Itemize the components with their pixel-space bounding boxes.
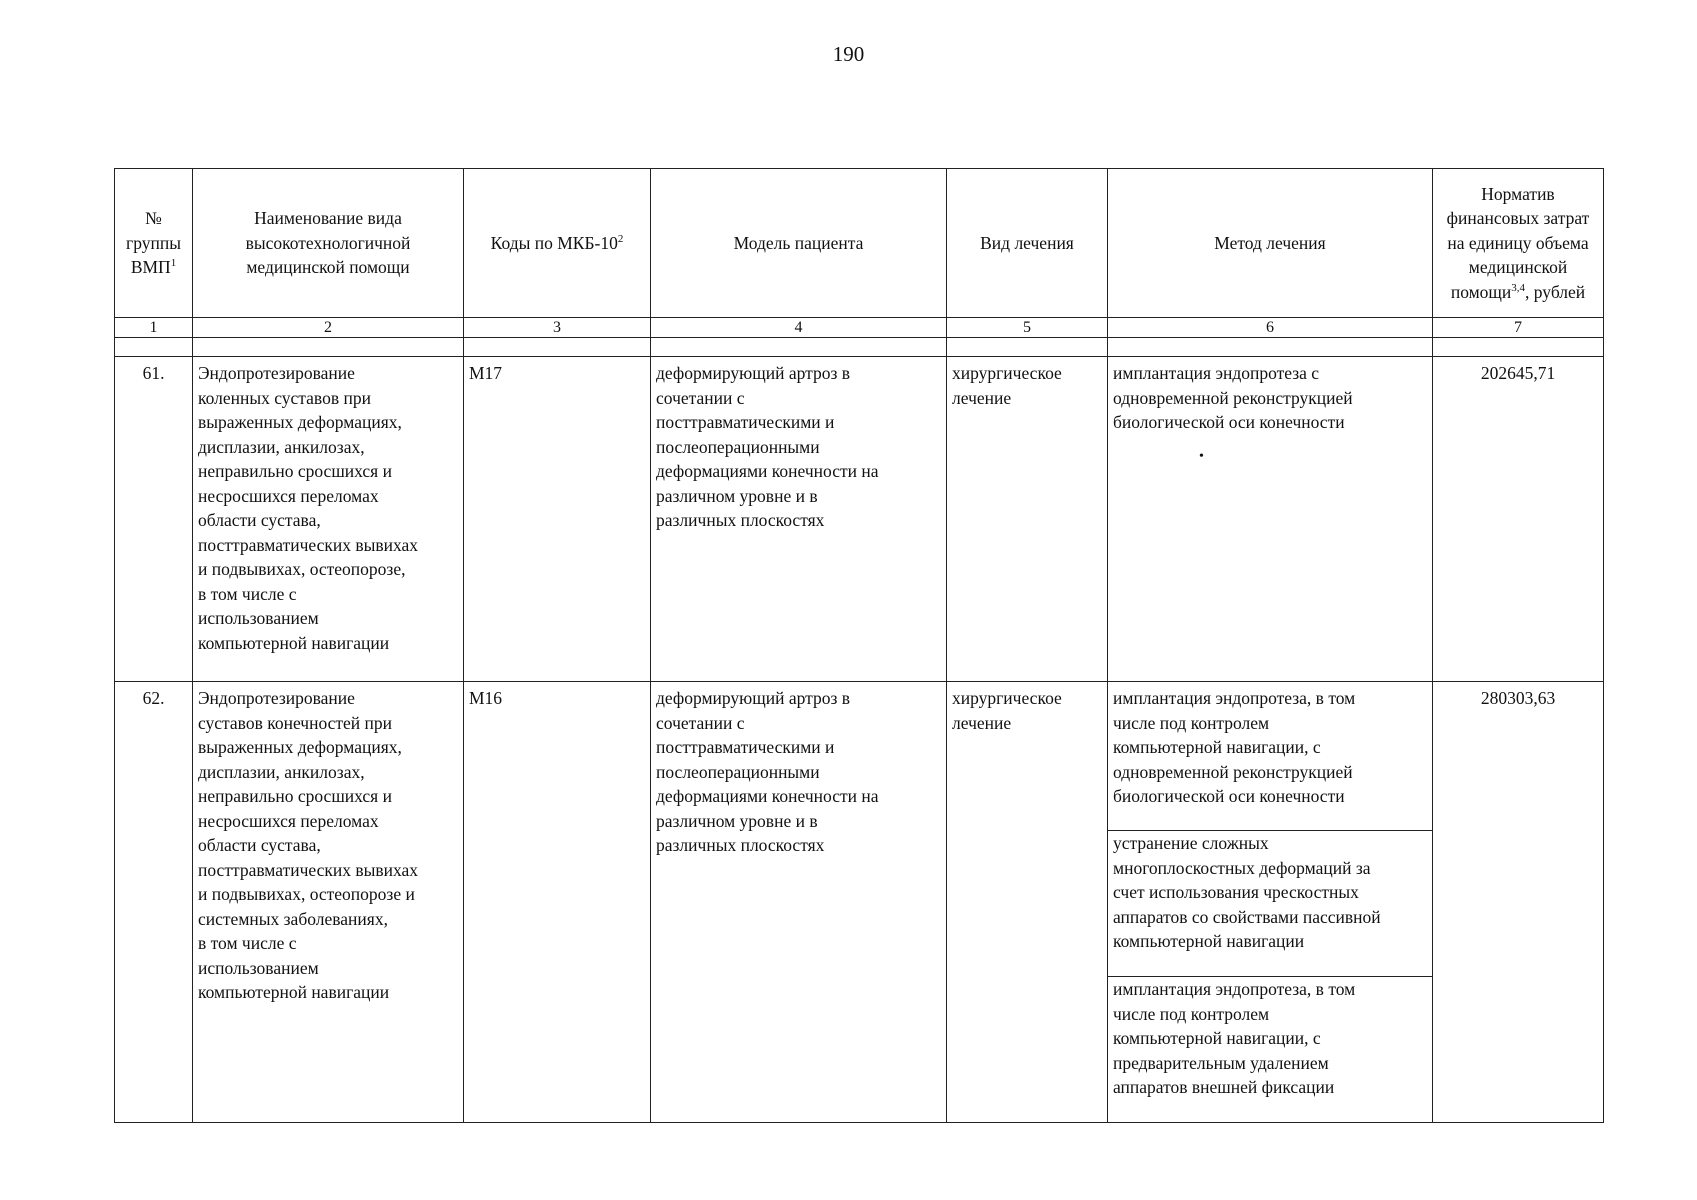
icd-code-cell: M17 — [464, 357, 651, 682]
header-icd-codes: Коды по МКБ-$10^2$ — [464, 169, 651, 318]
header-group-number: № группы ВМП$^1$ — [115, 169, 193, 318]
header-cost-standard: Норматив финансовых затрат на единицу объема медицинской помощи$^{3,4}$, рублей — [1433, 169, 1604, 318]
treatment-method-cell: имплантация эндопротеза, в том числе под контролем компьютерной навигации, с одновременной реконструкцией биологической оси конечности — [1108, 682, 1433, 831]
header-treatment-method: Метод лечения — [1108, 169, 1433, 318]
group-number-cell: 62. — [115, 682, 193, 1123]
treatment-method-text: имплантация эндопротеза с одновременной реконструкцией биологической оси конечности — [1113, 363, 1353, 432]
patient-model-cell: деформирующий артроз в сочетании с посттравматическими и послеоперационными деформациями конечности на различном уровне и в различных плоскостях — [651, 357, 947, 682]
vmp-table — [114, 168, 1604, 1123]
table-row — [115, 357, 1604, 682]
column-number: 3 — [464, 318, 651, 338]
column-number-row — [115, 318, 1604, 338]
treatment-method-cell — [1108, 357, 1433, 682]
header-care-type: Наименование вида высокотехнологичной медицинской помощи — [193, 169, 464, 318]
patient-model-cell: деформирующий артроз в сочетании с посттравматическими и послеоперационными деформациями конечности на различном уровне и в различных плоскостях — [651, 682, 947, 1123]
header-treatment-type: Вид лечения — [947, 169, 1108, 318]
cost-cell: 202645,71 — [1433, 357, 1604, 682]
scan-dot-mark: • — [1199, 448, 1204, 464]
icd-code-cell: M16 — [464, 682, 651, 1123]
treatment-method-cell: устранение сложных многоплоскостных деформаций за счет использования чрескостных аппаратов со свойствами пассивной компьютерной навигации — [1108, 831, 1433, 977]
column-number: 7 — [1433, 318, 1604, 338]
column-number: 5 — [947, 318, 1108, 338]
treatment-method-cell: имплантация эндопротеза, в том числе под контролем компьютерной навигации, с предварительным удалением аппаратов внешней фиксации — [1108, 977, 1433, 1123]
column-number: 6 — [1108, 318, 1433, 338]
cost-cell: 280303,63 — [1433, 682, 1604, 1123]
care-type-cell: Эндопротезирование суставов конечностей при выраженных деформациях, дисплазии, анкилозах, неправильно сросшихся и несросшихся переломах области сустава, посттравматических вывихах и подвывихах, остеопорозе и системных заболеваниях, в том числе с использованием компьютерной навигации — [193, 682, 464, 1123]
page-number: 190 — [832, 42, 865, 66]
treatment-type-cell: хирургическое лечение — [947, 357, 1108, 682]
header-row — [115, 169, 1604, 318]
column-number: 4 — [651, 318, 947, 338]
column-number: 2 — [193, 318, 464, 338]
table-row — [115, 682, 1604, 831]
group-number-cell: 61. — [115, 357, 193, 682]
treatment-type-cell: хирургическое лечение — [947, 682, 1108, 1123]
spacer-row — [115, 338, 1604, 357]
column-number: 1 — [115, 318, 193, 338]
care-type-cell: Эндопротезирование коленных суставов при выраженных деформациях, дисплазии, анкилозах, неправильно сросшихся и несросшихся переломах области сустава, посттравматических вывихах и подвывихах, остеопорозе, в том числе с использованием компьютерной навигации — [193, 357, 464, 682]
header-patient-model: Модель пациента — [651, 169, 947, 318]
